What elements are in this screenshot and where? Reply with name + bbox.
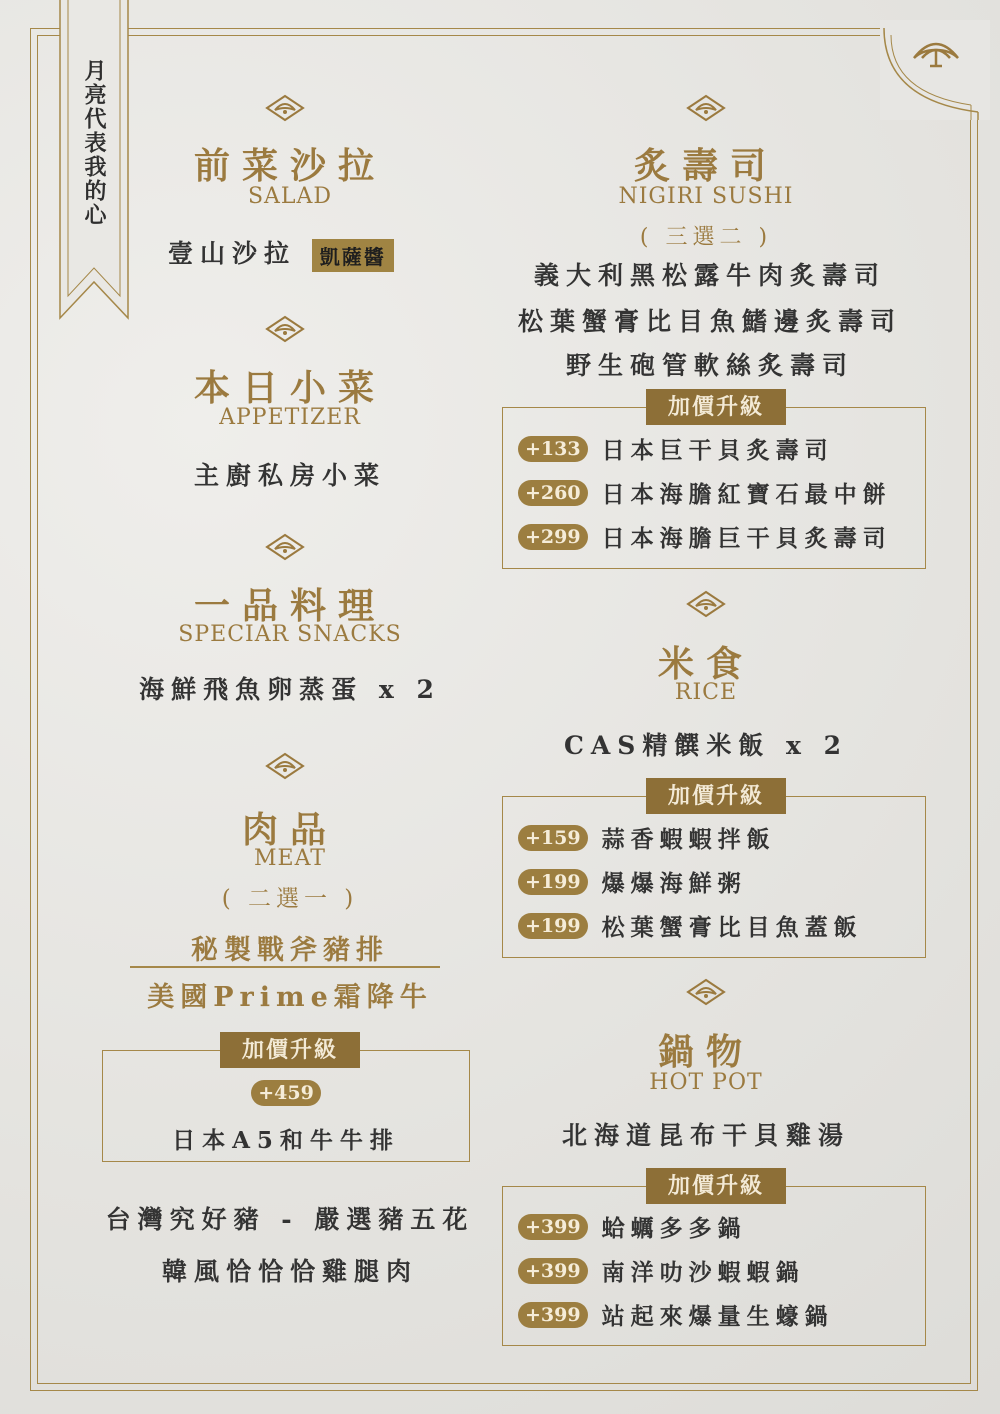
hotpot-upgrade-row (518, 1254, 805, 1287)
meat-upgrade-label: 加價升級 (220, 1032, 360, 1068)
rice-upgrade-name: 松葉蟹膏比目魚蓋飯 (601, 914, 863, 941)
salad-dressing-tag: 凱薩醬 (312, 239, 394, 272)
lotus-ornament-icon (686, 978, 726, 1008)
hotpot-upgrade-label: 加價升級 (646, 1168, 786, 1204)
lotus-ornament-icon (686, 590, 726, 620)
meat-choice-note: ( 二選一 ) (221, 886, 359, 912)
rice-upgrade-price: +199 (518, 913, 588, 939)
rice-title: 米食 (657, 643, 754, 685)
meat-option-2: 美國Prime霜降牛 (147, 982, 433, 1013)
sushi-upgrade-price: +133 (518, 436, 588, 462)
rice-upgrade-price: +199 (518, 869, 588, 895)
meat-extra-1: 台灣究好豬 - 嚴選豬五花 (105, 1205, 475, 1234)
sushi-upgrade-label: 加價升級 (646, 389, 786, 425)
rice-upgrade-row (518, 821, 776, 854)
sushi-upgrade-name: 日本海膽巨干貝炙壽司 (601, 525, 892, 552)
meat-subtitle: MEAT (254, 846, 326, 871)
lotus-ornament-icon (265, 315, 305, 345)
hotpot-title: 鍋物 (657, 1031, 754, 1073)
sushi-upgrade-price: +299 (518, 524, 588, 550)
fan-ornament-icon (910, 36, 962, 72)
rice-upgrade-name: 蒜香蝦蝦拌飯 (601, 826, 776, 853)
banner-title: 月亮代表我的心 (81, 59, 107, 227)
sushi-item-3: 野生砲管軟絲炙壽司 (565, 351, 854, 380)
lotus-ornament-icon (265, 752, 305, 782)
rice-upgrade-name: 爆爆海鮮粥 (601, 870, 747, 897)
hotpot-upgrade-price: +399 (518, 1302, 588, 1328)
rice-upgrade-price: +159 (518, 825, 588, 851)
hotpot-upgrade-name: 蛤蠣多多鍋 (601, 1215, 747, 1242)
rice-upgrade-row (518, 865, 747, 898)
appetizer-item: 主廚私房小菜 (193, 461, 386, 490)
sushi-upgrade-row (518, 520, 892, 553)
hotpot-upgrade-row (518, 1298, 834, 1331)
sushi-item-2: 松葉蟹膏比目魚鰭邊炙壽司 (517, 307, 902, 336)
meat-option-1: 秘製戰斧豬排 (191, 935, 389, 966)
salad-subtitle: SALAD (247, 184, 333, 209)
salad-item (110, 234, 510, 272)
sushi-upgrade-name: 日本巨干貝炙壽司 (601, 437, 834, 464)
meat-extra-2: 韓風恰恰恰雞腿肉 (161, 1257, 418, 1286)
sushi-upgrade-row (518, 476, 892, 509)
salad-title: 前菜沙拉 (193, 145, 386, 187)
meat-upgrade-price-wrap (102, 1080, 470, 1106)
meat-upgrade-item: 日本A5和牛牛排 (172, 1127, 400, 1154)
sushi-item-1: 義大利黑松露牛肉炙壽司 (533, 261, 886, 290)
hotpot-item: 北海道昆布干貝雞湯 (561, 1121, 850, 1150)
appetizer-title: 本日小菜 (193, 367, 386, 409)
rice-subtitle: RICE (674, 680, 738, 705)
hotpot-upgrade-row (518, 1210, 747, 1243)
rice-upgrade-row (518, 909, 863, 942)
snacks-subtitle: SPECIAR SNACKS (178, 622, 402, 647)
rice-upgrade-label: 加價升級 (646, 778, 786, 814)
meat-upgrade-price: +459 (251, 1080, 321, 1106)
sushi-upgrade-price: +260 (518, 480, 588, 506)
sushi-subtitle: NIGIRI SUSHI (618, 184, 794, 209)
salad-item-name: 壹山沙拉 (168, 239, 297, 268)
lotus-ornament-icon (265, 94, 305, 124)
appetizer-subtitle: APPETIZER (219, 405, 361, 430)
meat-divider (130, 966, 440, 968)
rice-item: CAS精饌米飯 x 2 (563, 731, 849, 760)
sushi-upgrade-name: 日本海膽紅寶石最中餅 (601, 481, 892, 508)
meat-title: 肉品 (241, 809, 338, 851)
hotpot-upgrade-name: 南洋叻沙蝦蝦鍋 (601, 1259, 805, 1286)
snacks-item: 海鮮飛魚卵蒸蛋 x 2 (139, 675, 441, 704)
hotpot-upgrade-price: +399 (518, 1214, 588, 1240)
hotpot-upgrade-price: +399 (518, 1258, 588, 1284)
hotpot-subtitle: HOT POT (649, 1070, 763, 1095)
lotus-ornament-icon (265, 533, 305, 563)
sushi-choice-note: ( 三選二 ) (639, 225, 773, 250)
snacks-title: 一品料理 (193, 585, 386, 627)
lotus-ornament-icon (686, 94, 726, 124)
hotpot-upgrade-name: 站起來爆量生蠔鍋 (601, 1303, 834, 1330)
sushi-upgrade-row (518, 432, 834, 465)
sushi-title: 炙壽司 (633, 145, 778, 187)
